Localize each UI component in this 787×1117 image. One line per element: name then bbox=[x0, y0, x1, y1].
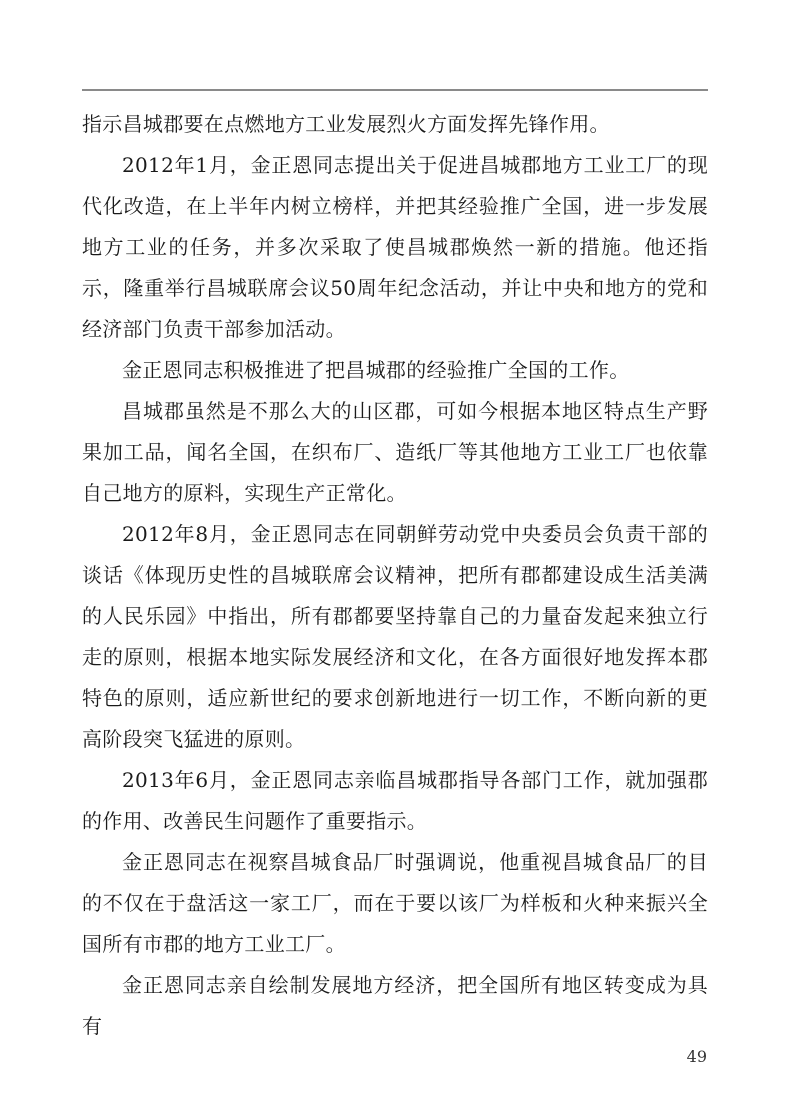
paragraph-2: 2012年1月，金正恩同志提出关于促进昌城郡地方工业工厂的现代化改造，在上半年内树立榜样，并把其经验推广全国，进一步发展地方工业的任务，并多次采取了使昌城郡焕然一新的措施。他还指示，隆重举行昌城联席会议50周年纪念活动，并让中央和地方的党和经济部门负责干部参加活动。 bbox=[82, 153, 708, 341]
page-body bbox=[82, 104, 708, 1047]
paragraph-1: 指示昌城郡要在点燃地方工业发展烈火方面发挥先锋作用。 bbox=[82, 112, 610, 136]
paragraph-5: 2012年8月，金正恩同志在同朝鲜劳动党中央委员会负责干部的谈话《体现历史性的昌城联席会议精神，把所有郡都建设成生活美满的人民乐园》中指出，所有郡都要坚持靠自己的力量奋发起来独立行走的原则，根据本地实际发展经济和文化，在各方面很好地发挥本郡特色的原则，适应新世纪的要求创新地进行一切工作，不断向新的更高阶段突飞猛进的原则。 bbox=[82, 522, 708, 751]
header-rule bbox=[82, 89, 708, 91]
paragraph-7: 金正恩同志在视察昌城食品厂时强调说，他重视昌城食品厂的目的不仅在于盘活这一家工厂，而在于要以该厂为样板和火种来振兴全国所有市郡的地方工业工厂。 bbox=[82, 850, 708, 956]
paragraph-8: 金正恩同志亲自绘制发展地方经济，把全国所有地区转变成为具有 bbox=[82, 973, 708, 1038]
paragraph-3: 金正恩同志积极推进了把昌城郡的经验推广全国的工作。 bbox=[122, 358, 630, 382]
paragraph-4: 昌城郡虽然是不那么大的山区郡，可如今根据本地区特点生产野果加工品，闻名全国，在织布厂、造纸厂等其他地方工业工厂也依靠自己地方的原料，实现生产正常化。 bbox=[82, 399, 708, 505]
paragraph-6: 2013年6月，金正恩同志亲临昌城郡指导各部门工作，就加强郡的作用、改善民生问题作了重要指示。 bbox=[82, 768, 708, 833]
page-number: 49 bbox=[686, 1047, 707, 1066]
